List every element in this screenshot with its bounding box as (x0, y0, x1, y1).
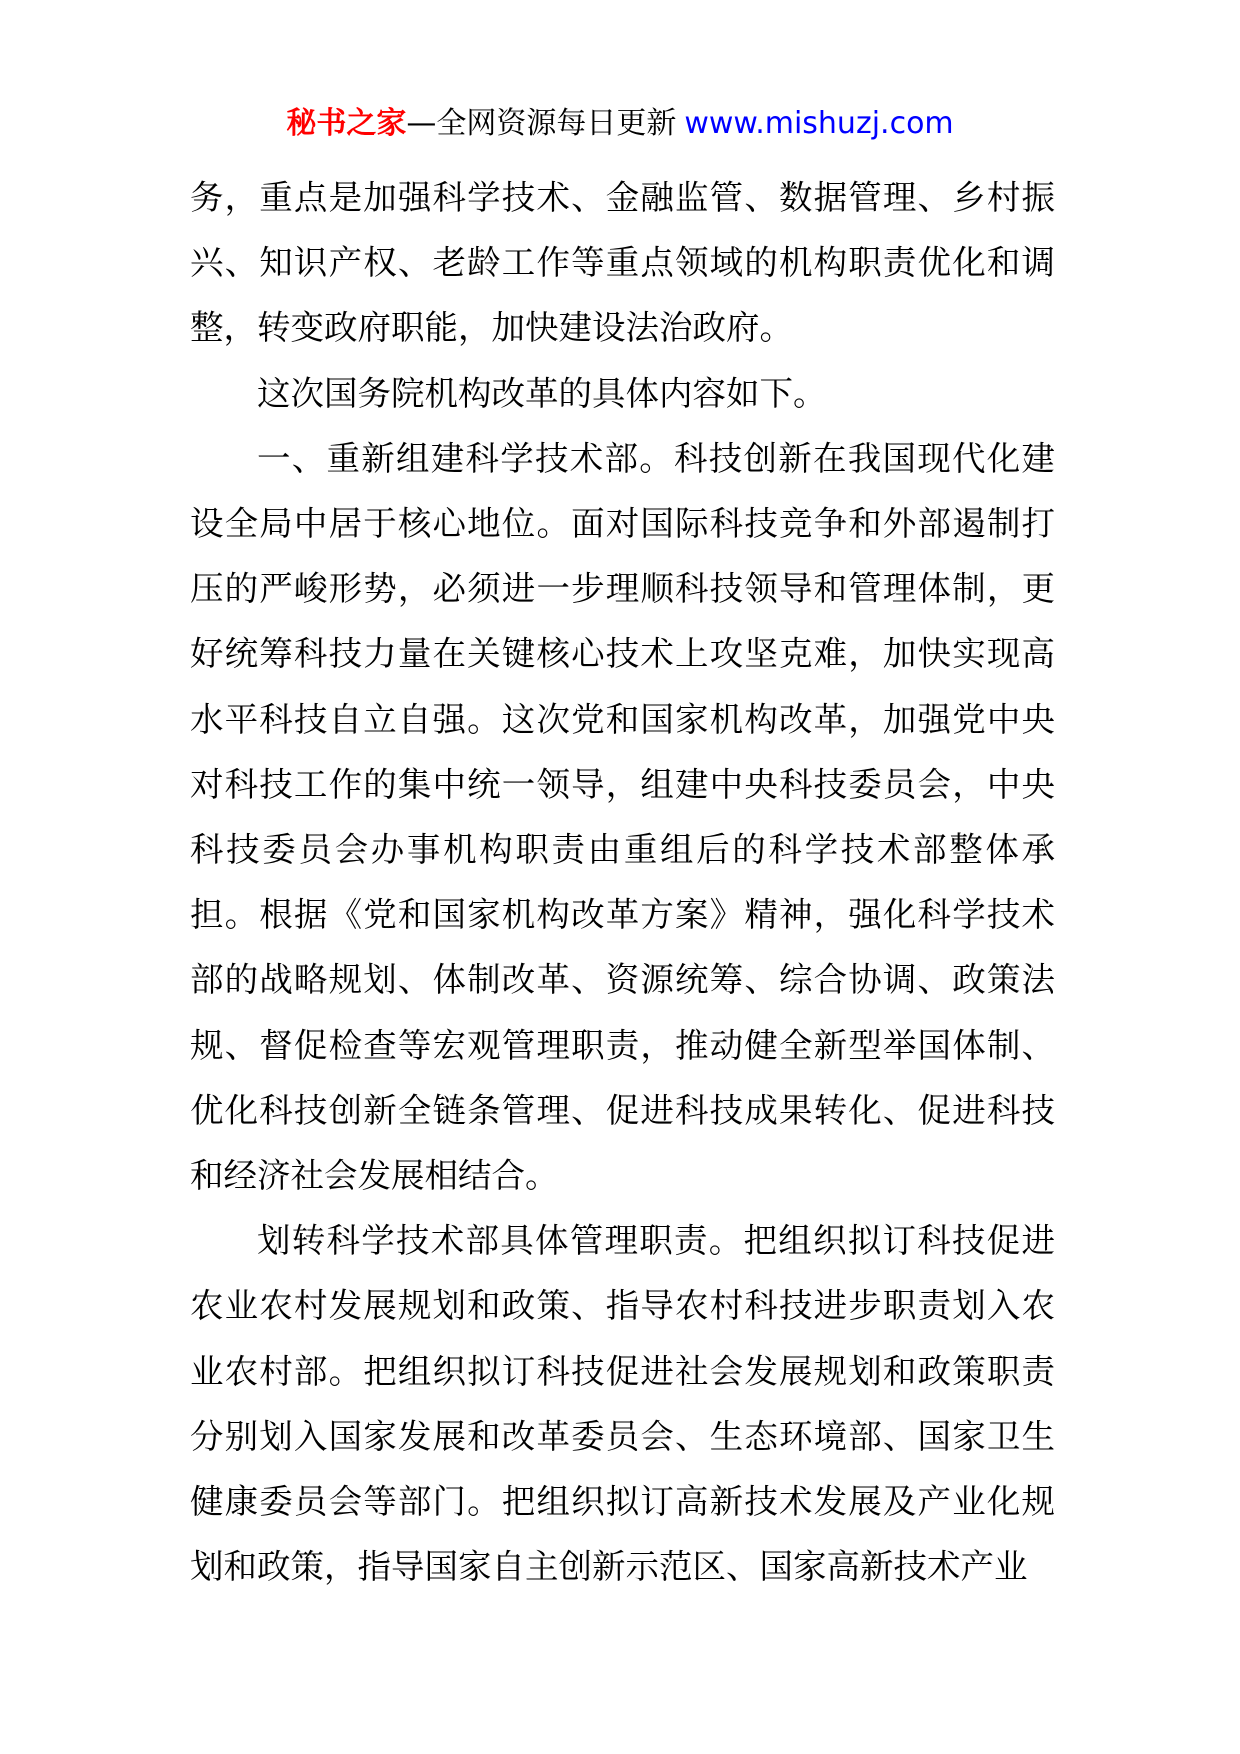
header-tagline: —全网资源每日更新 (406, 106, 677, 141)
brand-name: 秘书之家 (286, 106, 407, 141)
page-header (0, 104, 1240, 144)
paragraph-continuation: 务，重点是加强科学技术、金融监管、数据管理、乡村振兴、知识产权、老龄工作等重点领域的机构职责优化和调整，转变政府职能，加快建设法治政府。 (190, 178, 1055, 348)
document-body (190, 165, 1055, 1599)
website-link[interactable]: www.mishuzj.com (684, 106, 954, 141)
paragraph-intro: 这次国务院机构改革的具体内容如下。 (257, 373, 827, 413)
paragraph-section-one: 一、重新组建科学技术部。科技创新在我国现代化建设全局中居于核心地位。面对国际科技竞争和外部遏制打压的严峻形势，必须进一步理顺科技领导和管理体制，更好统筹科技力量在关键核心技术上攻坚克难，加快实现高水平科技自立自强。这次党和国家机构改革，加强党中央对科技工作的集中统一领导，组建中央科技委员会，中央科技委员会办事机构职责由重组后的科学技术部整体承担。根据《党和国家机构改革方案》精神，强化科学技术部的战略规划、体制改革、资源统筹、综合协调、政策法规、督促检查等宏观管理职责，推动健全新型举国体制、优化科技创新全链条管理、促进科技成果转化、促进科技和经济社会发展相结合。 (190, 438, 1055, 1196)
paragraph-transfer-duties: 划转科学技术部具体管理职责。把组织拟订科技促进农业农村发展规划和政策、指导农村科技进步职责划入农业农村部。把组织拟订科技促进社会发展规划和政策职责分别划入国家发展和改革委员会、生态环境部、国家卫生健康委员会等部门。把组织拟订高新技术发展及产业化规划和政策，指导国家自主创新示范区、国家高新技术产业 (190, 1221, 1055, 1587)
